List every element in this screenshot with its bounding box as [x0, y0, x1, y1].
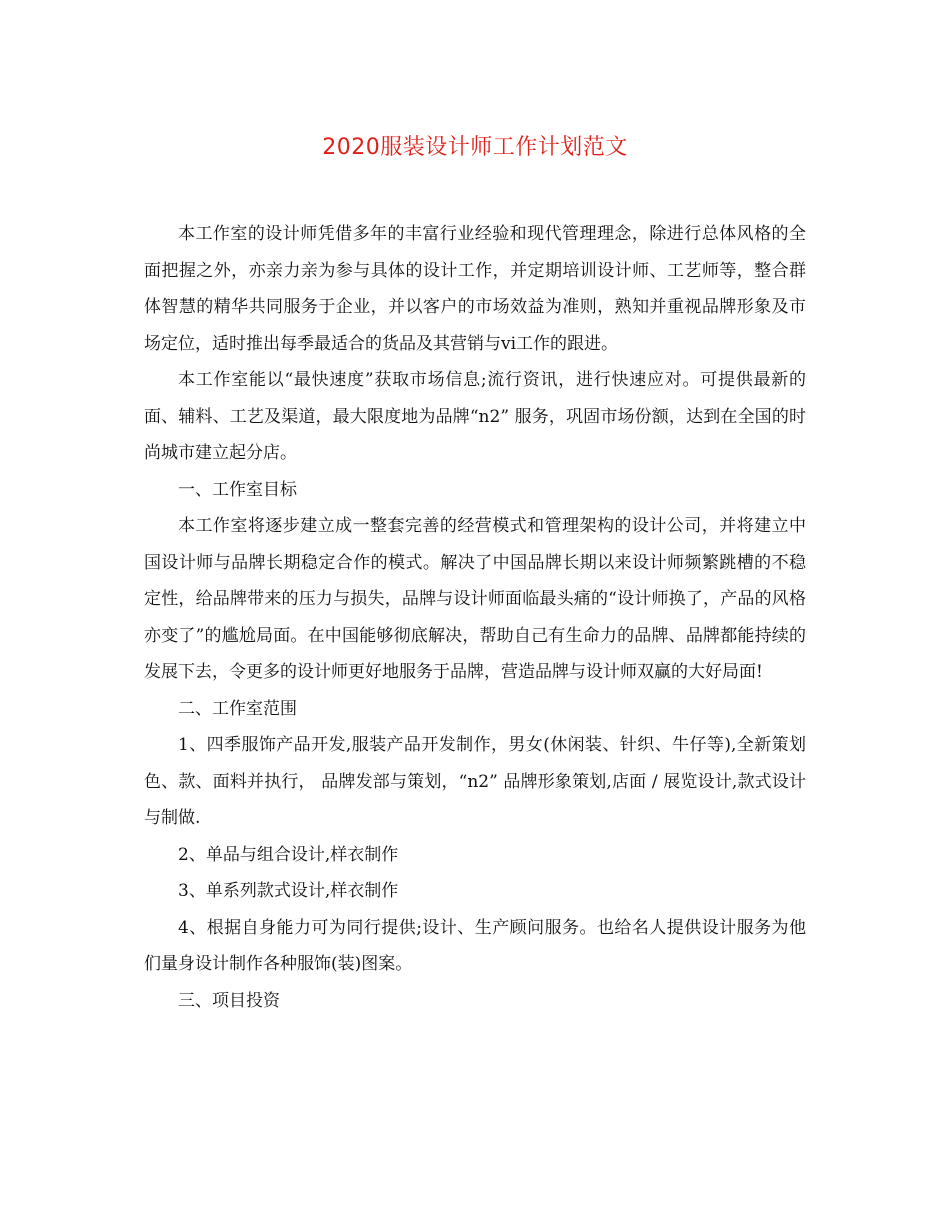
document-title: 2020服装设计师工作计划范文	[322, 135, 628, 160]
scope-item-1: 1、四季服饰产品开发,服装产品开发制作，男女(休闲装、针织、牛仔等),全新策划色、款、面料并执行， 品牌发部与策划，“n2” 品牌形象策划,店面 / 展览设计,款式设计与制做.	[144, 735, 806, 828]
section-heading-investment: 三、项目投资	[178, 990, 280, 1011]
section-heading-goals: 一、工作室目标	[178, 479, 297, 500]
scope-item-4: 4、根据自身能力可为同行提供;设计、生产顾问服务。也给名人提供设计服务为他们量身设计制作各种服饰(装)图案。	[144, 917, 806, 974]
scope-item-2: 2、单品与组合设计,样衣制作	[178, 844, 399, 865]
section-heading-scope: 二、工作室范围	[178, 698, 297, 719]
paragraph-intro-2: 本工作室能以“最快速度”获取市场信息;流行资讯，进行快速应对。可提供最新的面、辅料、工艺及渠道，最大限度地为品牌“n2” 服务，巩固市场份额，达到在全国的时尚城市建立起分店。	[144, 370, 806, 463]
document-body	[144, 216, 806, 1019]
scope-item-3: 3、单系列款式设计,样衣制作	[178, 881, 399, 901]
paragraph-goals: 本工作室将逐步建立成一整套完善的经营模式和管理架构的设计公司，并将建立中国设计师与品牌长期稳定合作的模式。解决了中国品牌长期以来设计师频繁跳槽的不稳定性，给品牌带来的压力与损失，品牌与设计师面临最头痛的“设计师换了，产品的风格亦变了”的尴尬局面。在中国能够彻底解决，帮助自己有生命力的品牌、品牌都能持续的发展下去，令更多的设计师更好地服务于品牌，营造品牌与设计师双赢的大好局面!	[144, 516, 806, 682]
paragraph-intro-1: 本工作室的设计师凭借多年的丰富行业经验和现代管理理念，除进行总体风格的全面把握之外，亦亲力亲为参与具体的设计工作，并定期培训设计师、工艺师等，整合群体智慧的精华共同服务于企业，并以客户的市场效益为准则，熟知并重视品牌形象及市场定位，适时推出每季最适合的货品及其营销与vi工作的跟进。	[144, 224, 806, 354]
